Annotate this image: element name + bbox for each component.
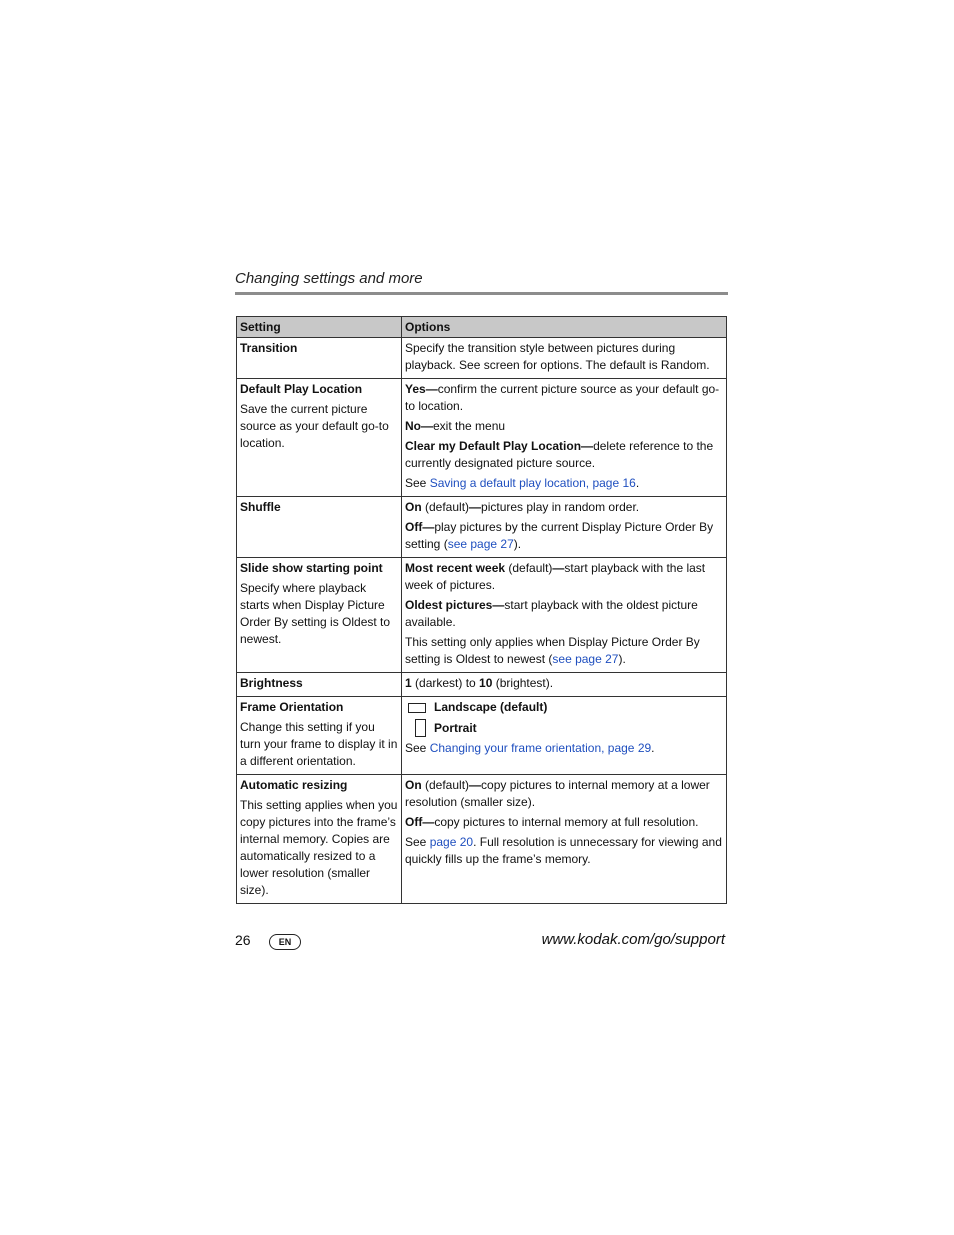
table-row — [237, 338, 727, 379]
option-text: copy pictures to internal memory at full resolution. — [434, 815, 699, 829]
support-url[interactable]: www.kodak.com/go/support — [541, 931, 725, 948]
link-page-20[interactable]: page 20 — [429, 835, 474, 849]
option-label: On — [405, 500, 422, 514]
setting-cell — [237, 379, 402, 497]
option-suffix: ). — [618, 652, 626, 666]
settings-table — [236, 316, 727, 904]
option-suffix: ). — [513, 537, 522, 551]
option-label: Landscape (default) — [434, 700, 548, 714]
column-header-options: Options — [402, 317, 727, 338]
see-suffix: . Full resolution is unnecessary for viewing and quickly fills up the frame’s memory. — [405, 835, 722, 866]
setting-name: Transition — [240, 341, 298, 355]
setting-description: This setting applies when you copy pictures into the frame’s internal memory. Copies are automatically resized to a lower resolution (smaller size). — [240, 798, 398, 897]
table-row — [237, 558, 727, 673]
table-row — [237, 379, 727, 497]
link-see-page-27[interactable]: see page 27 — [552, 652, 619, 666]
setting-name: Frame Orientation — [240, 700, 344, 714]
option-label: Clear my Default Play Location— — [405, 439, 594, 453]
option-text: start playback with the oldest picture available. — [405, 598, 698, 629]
setting-cell — [237, 697, 402, 775]
option-text: confirm the current picture source as your default go-to location. — [405, 382, 720, 413]
options-cell — [402, 775, 727, 904]
link-frame-orientation[interactable]: Changing your frame orientation, page 29 — [429, 741, 652, 755]
option-yes — [405, 381, 723, 415]
option-landscape — [405, 699, 723, 716]
option-text: This setting only applies when Display Picture Order By setting is Oldest to newest ( — [405, 635, 700, 666]
link-see-page-27[interactable]: see page 27 — [447, 537, 514, 551]
option-dash: — — [552, 561, 565, 575]
option-default: (default) — [421, 500, 470, 514]
option-label: Off— — [405, 815, 435, 829]
setting-description: Save the current picture source as your default go-to location. — [240, 402, 389, 450]
option-text: pictures play in random order. — [481, 500, 640, 514]
option-default: (default) — [505, 561, 553, 575]
setting-description: Specify where playback starts when Display Picture Order By setting is Oldest to newest. — [240, 581, 391, 646]
options-cell — [402, 338, 727, 379]
option-no — [405, 418, 723, 435]
option-text: start playback with the last week of pictures. — [405, 561, 706, 592]
setting-name: Shuffle — [240, 500, 281, 514]
option-label: Oldest pictures— — [405, 598, 505, 612]
option-label: On — [405, 778, 422, 792]
table-header-row — [237, 317, 727, 338]
option-see — [405, 834, 723, 868]
options-cell — [402, 379, 727, 497]
table-row — [237, 697, 727, 775]
table-row — [237, 775, 727, 904]
option-text: (darkest) to — [411, 676, 480, 690]
see-suffix: . — [635, 476, 640, 490]
options-cell — [402, 697, 727, 775]
option-dash: — — [469, 500, 482, 514]
header-rule — [235, 292, 728, 295]
option-off — [405, 519, 723, 553]
setting-name: Brightness — [240, 676, 303, 690]
option-label: Off— — [405, 520, 435, 534]
setting-cell — [237, 673, 402, 697]
options-cell — [402, 497, 727, 558]
brightness-max: 10 — [479, 676, 493, 690]
option-portrait — [405, 719, 723, 737]
portrait-icon — [415, 719, 426, 737]
option-oldest — [405, 597, 723, 631]
setting-name: Default Play Location — [240, 382, 363, 396]
option-text: exit the menu — [433, 419, 506, 433]
see-prefix: See — [405, 476, 430, 490]
link-default-play-location[interactable]: Saving a default play location, page 16 — [429, 476, 636, 490]
landscape-icon — [408, 703, 426, 713]
option-clear — [405, 438, 723, 472]
see-suffix: . — [651, 741, 655, 755]
option-most-recent — [405, 560, 723, 594]
page-number: 26 — [235, 932, 251, 948]
options-cell — [402, 673, 727, 697]
option-text: Specify the transition style between pictures during playback. See screen for options. The default is Random. — [405, 341, 710, 372]
page-header-title: Changing settings and more — [235, 270, 423, 287]
setting-description: Change this setting if you turn your frame to display it in a different orientation. — [240, 720, 398, 768]
setting-cell — [237, 497, 402, 558]
option-text: play pictures by the current Display Picture Order By setting ( — [405, 520, 714, 551]
setting-name: Slide show starting point — [240, 561, 383, 575]
option-see — [405, 740, 723, 757]
see-prefix: See — [405, 835, 430, 849]
setting-cell — [237, 558, 402, 673]
option-note — [405, 634, 723, 668]
language-badge: EN — [269, 934, 301, 950]
setting-cell — [237, 775, 402, 904]
brightness-min: 1 — [405, 676, 412, 690]
table-row — [237, 497, 727, 558]
option-label: Portrait — [434, 720, 477, 735]
setting-name: Automatic resizing — [240, 778, 348, 792]
option-text: delete reference to the currently designated picture source. — [405, 439, 714, 470]
option-label: Most recent week — [405, 561, 506, 575]
option-brightness-range — [405, 675, 723, 692]
option-text: copy pictures to internal memory at a lower resolution (smaller size). — [405, 778, 710, 809]
option-text: (brightest). — [492, 676, 554, 690]
option-on — [405, 777, 723, 811]
column-header-setting: Setting — [237, 317, 402, 338]
option-see — [405, 475, 723, 492]
option-dash: — — [469, 778, 482, 792]
option-label: Yes— — [405, 382, 438, 396]
table-row — [237, 673, 727, 697]
setting-cell — [237, 338, 402, 379]
option-off — [405, 814, 723, 831]
option-label: No— — [405, 419, 433, 433]
option-default: (default) — [421, 778, 470, 792]
options-cell — [402, 558, 727, 673]
option-on — [405, 499, 723, 516]
see-prefix: See — [405, 741, 430, 755]
